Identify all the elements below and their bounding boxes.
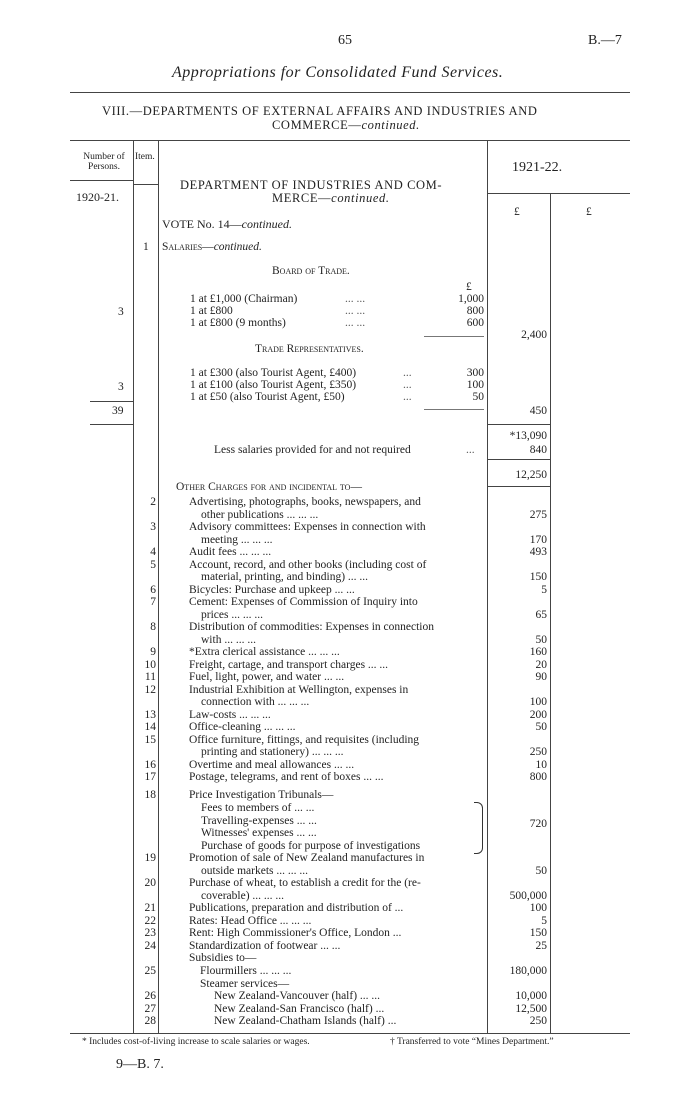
price-subline: Travelling-expenses ... ... xyxy=(201,814,317,827)
item-header-rule xyxy=(133,184,158,185)
salaries-net: 12,250 xyxy=(515,469,547,481)
charge-amount: 200 xyxy=(529,708,547,721)
year-header-rule xyxy=(487,193,630,194)
charge-amount: 275 xyxy=(529,508,547,521)
price-subline: Purchase of goods for purpose of investigations xyxy=(201,839,421,852)
charge-amount: 10 xyxy=(535,758,547,771)
trade-subtotal-rule xyxy=(424,409,484,410)
board-row-text: 1 at £1,000 (Chairman) xyxy=(190,293,298,305)
charge-description: Purchase of wheat, to establish a credit for the (re- xyxy=(189,877,421,889)
price-subline: Witnesses' expenses ... ... xyxy=(201,827,317,839)
footer-rule xyxy=(70,1033,630,1034)
total-persons: 39 xyxy=(112,405,124,417)
charge-description: Cement: Expenses of Commission of Inquiry into xyxy=(189,596,418,608)
charge-amount: 493 xyxy=(529,546,547,558)
dept-title-line1: DEPARTMENT OF INDUSTRIES AND COM- xyxy=(180,178,443,192)
charge-description: coverable) ... ... ... xyxy=(201,889,285,902)
gross-rule xyxy=(487,424,550,425)
charge-item-number: 3 xyxy=(150,521,156,533)
persons-total-rule-top xyxy=(90,401,134,402)
board-total: 2,400 xyxy=(521,329,547,341)
steamer-item-number: 26 xyxy=(144,990,156,1002)
charge-description: outside markets ... ... ... xyxy=(201,864,308,877)
charge-item-number: 9 xyxy=(150,646,156,658)
trade-row-dots: ... xyxy=(403,367,412,379)
charge-item-number: 14 xyxy=(144,721,156,733)
charge-amount: 65 xyxy=(535,608,547,621)
trade-persons: 3 xyxy=(118,381,124,393)
board-row-text: 1 at £800 (9 months) xyxy=(190,317,286,329)
board-subtotal-rule xyxy=(424,336,484,337)
steamer-route: New Zealand-Chatham Islands (half) ... xyxy=(214,1015,397,1027)
charge-description: other publications ... ... ... xyxy=(201,508,319,521)
charge-amount: 50 xyxy=(535,864,547,877)
header-rule xyxy=(70,92,630,93)
charge-description: Office furniture, fittings, and requisites (including xyxy=(189,733,420,746)
charge-amount: 170 xyxy=(529,533,547,546)
col-header-item: Item. xyxy=(135,152,155,162)
board-row-amount: 800 xyxy=(466,305,484,317)
board-row-dots: ... ... xyxy=(345,317,366,329)
less-line: Less salaries provided for and not required xyxy=(214,444,411,456)
charge-item-number: 11 xyxy=(144,671,156,683)
charge-item-number: 16 xyxy=(144,758,156,771)
footnote-right: † Transferred to vote “Mines Department.” xyxy=(390,1037,554,1047)
charge-amount: 250 xyxy=(529,746,547,758)
persons-total-rule-bottom xyxy=(90,424,134,425)
col-header-year-new: 1921-22. xyxy=(512,160,563,175)
charge-description: connection with ... ... ... xyxy=(201,696,310,708)
board-row-amount: 1,000 xyxy=(458,293,484,305)
section-title-line2: COMMERCE—continued. xyxy=(272,118,420,132)
price-heading: Price Investigation Tribunals— xyxy=(189,789,334,801)
charge-description: Bicycles: Purchase and upkeep ... ... xyxy=(189,583,355,596)
charge-description: with ... ... ... xyxy=(201,633,256,646)
trade-heading: Trade Representatives. xyxy=(255,343,364,355)
trade-row-amount: 50 xyxy=(472,391,484,403)
charge-description: Law-costs ... ... ... xyxy=(189,708,271,721)
charge-amount: 150 xyxy=(529,571,547,583)
trade-row-dots: ... xyxy=(403,379,412,391)
steamer-item-number: 28 xyxy=(144,1015,156,1027)
charge-description: Publications, preparation and distribution of ... xyxy=(189,902,404,914)
charge-amount: 100 xyxy=(529,696,547,708)
series-code: B.—7 xyxy=(588,33,622,48)
charge-amount: 500,000 xyxy=(509,889,547,902)
charge-amount: 800 xyxy=(529,771,547,783)
charge-description: Advertising, photographs, books, newspapers, and xyxy=(189,496,421,508)
charge-item-number: 22 xyxy=(144,914,156,927)
board-row-amount: 600 xyxy=(466,317,484,329)
price-amount: 720 xyxy=(529,818,547,830)
item-number: 1 xyxy=(143,241,149,253)
board-row-text: 1 at £800 xyxy=(190,305,233,317)
trade-row-dots: ... xyxy=(403,391,412,403)
less-dots: ... xyxy=(466,444,475,456)
charge-description: Distribution of commodities: Expenses in connection xyxy=(189,621,434,633)
charge-description: Rates: Head Office ... ... ... xyxy=(189,914,312,927)
steamer-amount: 250 xyxy=(529,1015,547,1027)
charge-item-number: 10 xyxy=(144,658,156,671)
section-title-line1: VIII.—DEPARTMENTS OF EXTERNAL AFFAIRS AND INDUSTRIES AND xyxy=(102,104,538,118)
charge-amount: 90 xyxy=(535,671,547,683)
charge-item-number: 20 xyxy=(144,877,156,889)
charge-item-number: 2 xyxy=(150,496,156,508)
col-header-persons: Number of Persons. xyxy=(83,152,125,172)
charge-amount: 20 xyxy=(535,658,547,671)
charge-description: Audit fees ... ... ... xyxy=(189,546,272,558)
board-row-dots: ... ... xyxy=(345,293,366,305)
persons-header-rule xyxy=(70,180,133,181)
flour-amount: 180,000 xyxy=(509,965,547,977)
trade-row-text: 1 at £100 (also Tourist Agent, £350) xyxy=(190,379,357,391)
price-subline: Fees to members of ... ... xyxy=(201,802,315,814)
price-brace xyxy=(474,802,483,854)
currency-col2: £ xyxy=(586,206,592,218)
steamer-route: New Zealand-San Francisco (half) ... xyxy=(214,1002,385,1015)
charge-description: *Extra clerical assistance ... ... ... xyxy=(189,646,340,658)
charge-item-number: 7 xyxy=(150,596,156,608)
trade-row-text: 1 at £50 (also Tourist Agent, £50) xyxy=(190,391,345,403)
charge-item-number: 4 xyxy=(150,546,156,558)
board-heading: Board of Trade. xyxy=(272,265,350,277)
charge-item-number: 21 xyxy=(144,902,156,914)
charge-amount: 5 xyxy=(541,914,547,927)
col-divider-detail xyxy=(487,140,488,1033)
price-item-number: 18 xyxy=(144,789,156,801)
charge-description: Postage, telegrams, and rent of boxes ... ... xyxy=(189,771,384,783)
charge-amount: 50 xyxy=(535,633,547,646)
salaries-heading: Salaries—continued. xyxy=(162,241,262,253)
charge-amount: 50 xyxy=(535,721,547,733)
col-divider-amount xyxy=(550,193,551,1033)
charge-description: prices ... ... ... xyxy=(201,608,263,621)
charge-description: Advisory committees: Expenses in connection with xyxy=(189,521,426,533)
charge-description: Freight, cartage, and transport charges ... ... xyxy=(189,658,389,671)
flour-item-number: 25 xyxy=(144,965,156,977)
trade-row-amount: 100 xyxy=(466,379,484,391)
other-charges-heading: Other Charges for and incidental to— xyxy=(176,481,362,493)
net-rule-top xyxy=(487,459,550,460)
trade-row-amount: 300 xyxy=(466,367,484,379)
charge-description: Overtime and meal allowances ... ... xyxy=(189,758,355,771)
dept-title-line2: MERCE—continued. xyxy=(272,191,390,205)
salaries-gross: *13,090 xyxy=(509,430,547,442)
charge-amount: 160 xyxy=(529,646,547,658)
footnote-left: * Includes cost-of-living increase to scale salaries or wages. xyxy=(82,1037,310,1047)
board-persons: 3 xyxy=(118,306,124,318)
charge-item-number: 19 xyxy=(144,852,156,864)
charge-item-number: 17 xyxy=(144,771,156,783)
board-row-dots: ... ... xyxy=(345,305,366,317)
charge-description: Industrial Exhibition at Wellington, expenses in xyxy=(189,683,409,696)
charge-description: Fuel, light, power, and water ... ... xyxy=(189,671,345,683)
vote-title: VOTE No. 14—continued. xyxy=(162,217,292,231)
charge-description: Standardization of footwear ... ... xyxy=(189,939,341,952)
charge-item-number: 23 xyxy=(144,927,156,939)
charge-amount: 5 xyxy=(541,583,547,596)
steamer-amount: 10,000 xyxy=(515,990,547,1002)
col-divider-item xyxy=(158,140,159,1033)
charge-item-number: 6 xyxy=(150,583,156,596)
running-title: Appropriations for Consolidated Fund Services. xyxy=(172,64,504,81)
charge-description: Rent: High Commissioner's Office, London ... xyxy=(189,927,402,939)
charge-amount: 150 xyxy=(529,927,547,939)
steamer-route: New Zealand-Vancouver (half) ... ... xyxy=(214,990,381,1002)
net-rule-bottom xyxy=(487,486,550,487)
charge-description: Account, record, and other books (including cost of xyxy=(189,558,427,571)
charge-item-number: 15 xyxy=(144,733,156,746)
trade-total: 450 xyxy=(529,405,547,417)
charge-description: Promotion of sale of New Zealand manufactures in xyxy=(189,852,425,864)
trade-row-text: 1 at £300 (also Tourist Agent, £400) xyxy=(190,367,357,379)
charge-description: material, printing, and binding) ... ... xyxy=(201,571,369,583)
signature-mark: 9—B. 7. xyxy=(116,1057,164,1072)
subsidies-heading: Subsidies to— xyxy=(189,952,257,964)
steamer-amount: 12,500 xyxy=(515,1002,547,1015)
board-currency: £ xyxy=(466,281,472,293)
table-top-rule xyxy=(70,140,630,141)
less-amount: 840 xyxy=(529,444,547,456)
charge-item-number: 5 xyxy=(150,558,156,571)
charge-item-number: 13 xyxy=(144,708,156,721)
flour-text: Flourmillers ... ... ... xyxy=(200,965,292,977)
charge-amount: 100 xyxy=(529,902,547,914)
currency-col1: £ xyxy=(514,206,520,218)
charge-description: meeting ... ... ... xyxy=(201,533,273,546)
steamer-heading: Steamer services— xyxy=(200,978,290,990)
charge-item-number: 12 xyxy=(144,683,156,696)
charge-item-number: 8 xyxy=(150,621,156,633)
charge-amount: 25 xyxy=(535,939,547,952)
charge-description: printing and stationery) ... ... ... xyxy=(201,746,344,758)
charge-item-number: 24 xyxy=(144,939,156,952)
charge-description: Office-cleaning ... ... ... xyxy=(189,721,296,733)
page-number: 65 xyxy=(338,33,352,48)
col-divider-persons xyxy=(133,140,134,1033)
col-header-year-old: 1920-21. xyxy=(76,190,119,204)
steamer-item-number: 27 xyxy=(144,1002,156,1015)
